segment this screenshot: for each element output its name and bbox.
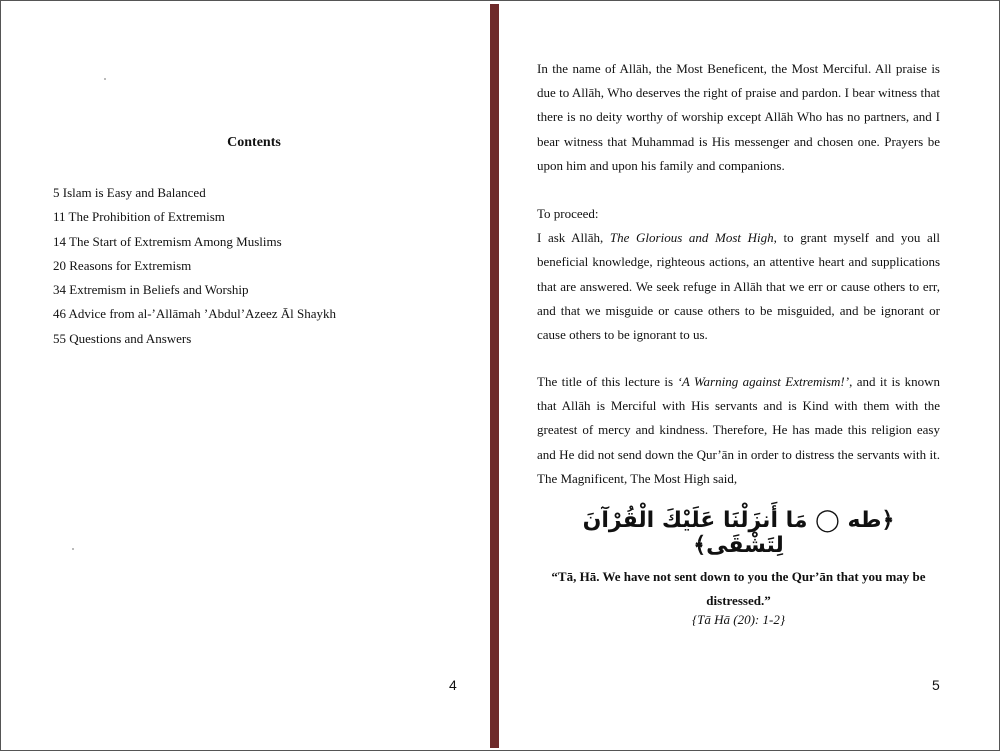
paragraph2-text-a: I ask Allāh,	[537, 230, 610, 246]
toc-item[interactable]: 20 Reasons for Extremism	[53, 257, 192, 273]
page-number: 4	[449, 677, 457, 693]
title-paragraph	[537, 370, 940, 491]
proceed-label: To proceed:	[537, 206, 599, 221]
left-page	[0, 0, 490, 751]
toc-item[interactable]: 34 Extremism in Beliefs and Worship	[53, 282, 249, 298]
scan-speck	[104, 78, 106, 80]
scan-speck	[72, 548, 74, 550]
arabic-verse: ﴿طه ◯ مَا أَنزَلْنَا عَلَيْكَ الْقُرْآنَ لِتَشْقَى﴾	[582, 508, 895, 558]
page-number: 5	[932, 677, 940, 693]
toc-item[interactable]: 46 Advice from al-’Allāmah ’Abdul’Azeez Āl Shaykh	[53, 306, 337, 322]
right-page	[499, 0, 999, 751]
table-of-contents	[53, 184, 336, 354]
toc-item[interactable]: 11 The Prohibition of Extremism	[53, 209, 225, 225]
verse-reference: {Tā Hā (20): 1-2}	[691, 612, 786, 627]
book-spine	[490, 4, 499, 748]
verse-translation: “Tā, Hā. We have not sent down to you the Qur’ān that you may be distressed.”	[551, 569, 926, 608]
paragraph3-text-b: , and it is known that Allāh is Merciful with His servants and is Kind with them with the greatest of mercy and kindness. Therefore, He has made this religion easy and He did not send down the Qur’ān in order to distress the servants with it. The Magnificent, The Most High said,	[537, 374, 940, 486]
contents-title: Contents	[227, 135, 281, 150]
toc-item[interactable]: 55 Questions and Answers	[53, 330, 192, 346]
toc-item[interactable]: 14 The Start of Extremism Among Muslims	[53, 233, 282, 249]
paragraph2-italic: The Glorious and Most High	[609, 230, 774, 246]
paragraph2-text-b: , to grant myself and you all beneficial knowledge, righteous actions, an attentive heart and supplications that are answered. We seek refuge in Allāh that we err or cause others to err, and that we misguide or cause others to be misguided, and be ignorant or cause others to be ignorant to us.	[537, 230, 941, 343]
toc-item[interactable]: 5 Islam is Easy and Balanced	[53, 185, 206, 200]
lecture-title: ‘A Warning against Extremism!’	[677, 374, 850, 389]
opening-paragraph: In the name of Allāh, the Most Beneficent, the Most Merciful. All praise is due to Allāh, Who deserves the right of praise and pardon. I bear witness that there is no deity worthy of worship except Allāh Who has no partners, and I bear witness that Muhammad is His messenger and chosen one. Prayers be upon him and upon his family and companions.	[537, 61, 940, 173]
proceed-paragraph	[537, 202, 940, 347]
paragraph3-text-a: The title of this lecture is	[537, 374, 678, 389]
